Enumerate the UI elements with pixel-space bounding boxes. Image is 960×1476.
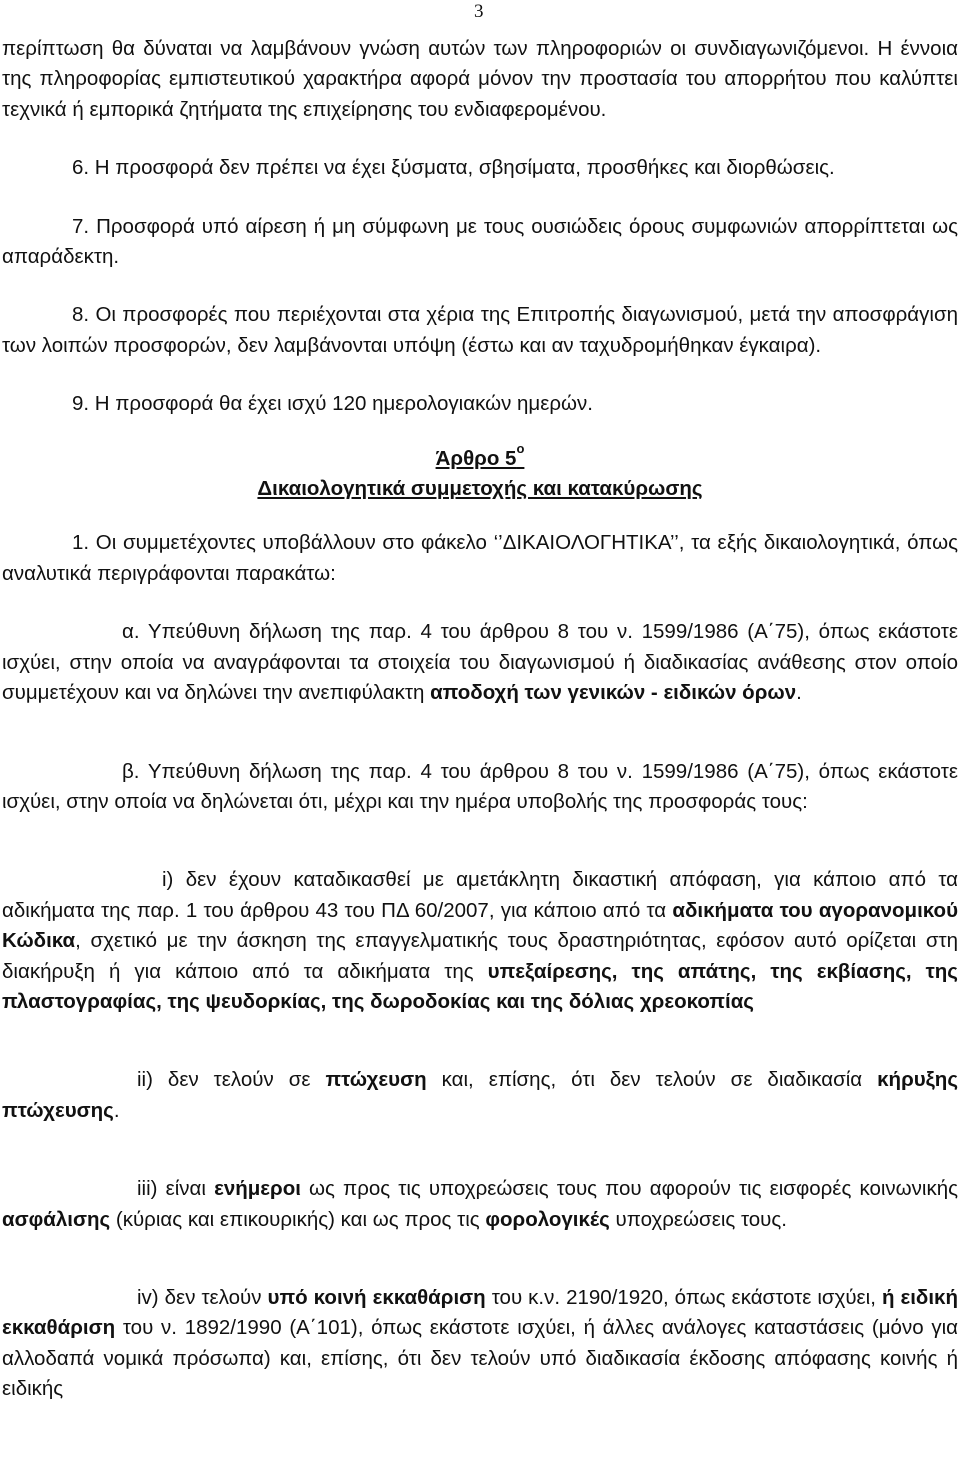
paragraph-continuation: περίπτωση θα δύναται να λαμβάνουν γνώση αυτών των πληροφοριών οι συνδιαγωνιζόμενοι. Η έννοια της πληροφορίας εμπιστευτικού χαρακτήρα αφορά μόνον την προστασία του απορρήτου που καλύπτει τεχνικά ή εμπορικά ζητήματα της επιχείρησης του ενδιαφερομένου.: [2, 37, 958, 121]
article-number: Άρθρο 5: [435, 446, 517, 470]
item-iv-bold-1: υπό κοινή εκκαθάριση: [267, 1285, 486, 1309]
article-ordinal: ο: [516, 440, 525, 456]
item-iv-bold-2: ή ειδική εκκαθάριση: [2, 1285, 958, 1340]
paragraph-7: 7. Προσφορά υπό αίρεση ή μη σύμφωνη με τους ουσιώδεις όρους συμφωνιών απορρίπτεται ως απαράδεκτη.: [2, 214, 958, 269]
article-heading: [2, 440, 958, 505]
item-iii-bold-2: ασφάλισης: [2, 1207, 111, 1231]
item-beta: β. Υπεύθυνη δήλωση της παρ. 4 του άρθρου 8 του ν. 1599/1986 (Α΄75), όπως εκάστοτε ισχύει, στην οποία να δηλώνεται ότι, μέχρι και την ημέρα υποβολής της προσφοράς τους:: [2, 759, 958, 813]
item-ii: ii) δεν τελούν σε πτώχευση και, επίσης, ότι δεν τελούν σε διαδικασία κήρυξης πτώχευσης.: [2, 1068, 958, 1122]
page-number: 3: [474, 1, 484, 22]
paragraph-article-1: 1. Οι συμμετέχοντες υποβάλλουν στο φάκελο ‘’ΔΙΚΑΙΟΛΟΓΗΤΙΚΑ’’, τα εξής δικαιολογητικά, όπως αναλυτικά περιγράφονται παρακάτω:: [2, 531, 958, 585]
item-i-bold-2: υπεξαίρεσης, της απάτης, της εκβίασης, της πλαστογραφίας, της ψευδορκίας, της δωροδοκίας και της δόλιας χρεοκοπίας: [2, 959, 958, 1013]
paragraph-8: 8. Οι προσφορές που περιέχονται στα χέρια της Επιτροπής διαγωνισμού, μετά την αποσφράγιση των λοιπών προσφορών, δεν λαμβάνονται υπόψη (έστω και αν ταχυδρομήθηκαν έγκαιρα).: [2, 303, 958, 357]
item-iii-bold-1: ενήμεροι: [214, 1177, 301, 1201]
item-iii: iii) είναι ενήμεροι ως προς τις υποχρεώσεις τους που αφορούν τις εισφορές κοινωνικής ασφάλισης (κύριας και επικουρικής) και ως προς τις φορολογικές υποχρεώσεις τους.: [2, 1177, 958, 1231]
item-i: i) δεν έχουν καταδικασθεί με αμετάκλητη δικαστική απόφαση, για κάποιο από τα αδικήματα της παρ. 1 του άρθρου 43 του ΠΔ 60/2007, για κάποιο από τα αδικήματα του αγορανομικού Κώδικα, σχετικό με την άσκηση της επαγγελματικής τους δραστηριότητας, εφόσον αυτό ορίζεται στη διακήρυξη ή για κάποιο από τα αδικήματα της υπεξαίρεσης, της απάτης, της εκβίασης, της πλαστογραφίας, της ψευδορκίας, της δωροδοκίας και της δόλιας χρεοκοπίας: [2, 868, 958, 1013]
item-ii-bold-2: κήρυξης πτώχευσης: [2, 1068, 958, 1122]
item-i-bold-1: αδικήματα του αγορανομικού Κώδικα: [2, 898, 958, 953]
paragraph-9: 9. Η προσφορά θα έχει ισχύ 120 ημερολογιακών ημερών.: [72, 392, 593, 416]
article-title: Δικαιολογητικά συμμετοχής και κατακύρωσης: [257, 477, 703, 501]
item-alpha: α. Υπεύθυνη δήλωση της παρ. 4 του άρθρου 8 του ν. 1599/1986 (Α΄75), όπως εκάστοτε ισχύει, στην οποία να αναγράφονται τα στοιχεία του διαγωνισμού ή διαδικασίας ανάθεσης στον οποίο συμμετέχουν και να δηλώνει την ανεπιφύλακτη αποδοχή των γενικών - ειδικών όρων.: [2, 620, 958, 705]
item-iii-bold-3: φορολογικές: [485, 1207, 610, 1231]
paragraph-6: 6. Η προσφορά δεν πρέπει να έχει ξύσματα, σβησίματα, προσθήκες και διορθώσεις.: [72, 156, 835, 180]
document-body: [2, 34, 958, 1405]
item-iv: iv) δεν τελούν υπό κοινή εκκαθάριση του κ.ν. 2190/1920, όπως εκάστοτε ισχύει, ή ειδική εκκαθάριση του ν. 1892/1990 (Α΄101), όπως εκάστοτε ισχύει, ή άλλες ανάλογες καταστάσεις (μόνο για αλλοδαπά νομικά πρόσωπα) και, επίσης, ότι δεν τελούν υπό διαδικασία έκδοσης απόφασης κοινής ή ειδικής: [2, 1285, 958, 1401]
item-ii-bold-1: πτώχευση: [325, 1068, 427, 1092]
item-alpha-bold: αποδοχή των γενικών - ειδικών όρων: [430, 681, 797, 705]
